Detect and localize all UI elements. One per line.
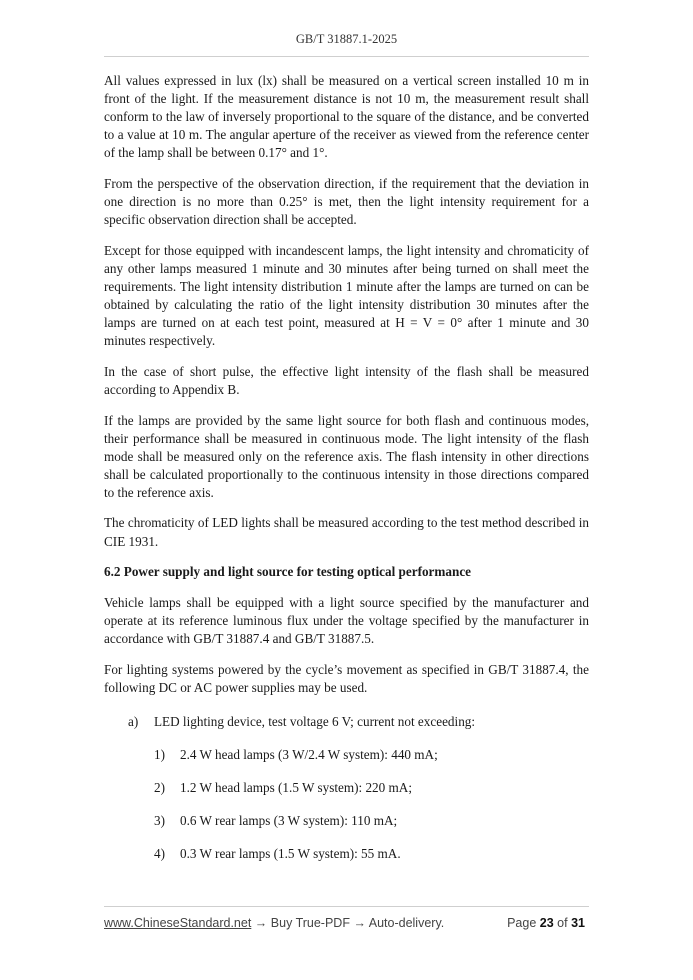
list-item-text: 0.3 W rear lamps (1.5 W system): 55 mA. [180,845,401,861]
footer-promo [104,916,444,930]
paragraph-observation-direction: From the perspective of the observation direction, if the requirement that the deviation in one direction is no more than 0.25° is met, then the light intensity requirement for a specific observation direction shall be accepted. [104,175,589,228]
footer-divider [104,906,589,907]
paragraph-intensity-chromaticity: Except for those equipped with incandescent lamps, the light intensity and chromaticity of any other lamps measured 1 minute and 30 minutes after being turned on shall meet the requirements. The light intensity distribution 1 minute after the lamps are turned on can be obtained by calculating the ratio of the light intensity distribution 30 minutes after the lamps are turned on at each test point, measured at H = V = 0° after 1 minute and 30 minutes respectively. [104,242,589,349]
list-marker: 1) [154,746,165,762]
paragraph-vehicle-lamps: Vehicle lamps shall be equipped with a light source specified by the manufacturer and operate at its reference luminous flux under the voltage specified by the manufacturer in accordance with GB/T 31887.4 and GB/T 31887.5. [104,594,589,646]
paragraph-flash-continuous: If the lamps are provided by the same light source for both flash and continuous modes, their performance shall be measured in continuous mode. The light intensity of the flash mode shall be measured only on the reference axis. The flash intensity in other directions shall be calculated proportionally to the continuous intensity in those directions compared to the reference axis. [104,412,589,500]
arrow-right-icon: → [353,916,366,930]
section-heading: 6.2 Power supply and light source for testing optical performance [104,564,472,580]
paragraph-lighting-systems: For lighting systems powered by the cycle’s movement as specified in GB/T 31887.4, the following DC or AC power supplies may be used. [104,661,589,695]
list-item-a [104,713,589,731]
list-marker: 2) [154,779,165,795]
current-page-number: 23 [539,916,554,930]
site-link[interactable]: www.ChineseStandard.net [104,916,252,930]
list-item-text: 2.4 W head lamps (3 W/2.4 W system): 440 mA; [180,746,438,762]
list-marker: a) [128,713,139,729]
list-item [104,812,589,830]
paragraph-short-pulse: In the case of short pulse, the effective light intensity of the flash shall be measured according to Appendix B. [104,363,589,397]
list-item-text: 0.6 W rear lamps (3 W system): 110 mA; [180,812,398,828]
list-item [104,845,589,863]
list-item-text: LED lighting device, test voltage 6 V; current not exceeding: [154,713,476,729]
header-divider [104,56,589,57]
delivery-text: Auto-delivery. [368,916,445,930]
list-item [104,779,589,797]
running-header: GB/T 31887.1-2025 [295,32,398,46]
list-marker: 4) [154,845,165,861]
page-indicator [507,916,585,930]
arrow-right-icon: → [254,916,268,930]
list-item-text: 1.2 W head lamps (1.5 W system): 220 mA; [180,779,412,795]
total-pages: 31 [571,916,585,930]
paragraph-led-chromaticity: The chromaticity of LED lights shall be measured according to the test method described in CIE 1931. [104,515,589,549]
buy-pdf-text: Buy True-PDF [270,916,350,930]
of-label: of [557,916,568,930]
paragraph-lux-measurement: All values expressed in lux (lx) shall be measured on a vertical screen installed 10 m in front of the light. If the measurement distance is not 10 m, the measurement result shall conform to the law of inversely proportional to the square of the distance, and be converted to a value at 10 m. The angular aperture of the receiver as viewed from the reference center of the lamp shall be between 0.17° and 1°. [104,73,589,161]
page-body [104,72,589,863]
list-item [104,746,589,764]
page-label: Page [507,916,537,930]
list-marker: 3) [154,812,165,828]
